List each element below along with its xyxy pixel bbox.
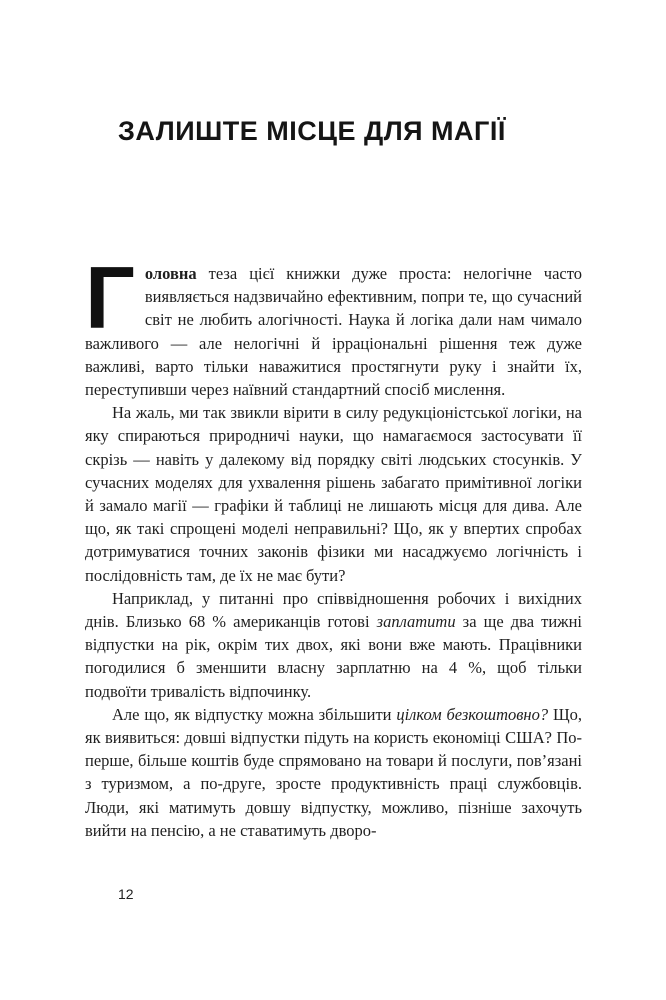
text-segment-italic: цілком безкоштовно? [396, 704, 549, 724]
body-text [85, 248, 582, 842]
paragraph-3 [85, 587, 582, 703]
drop-cap: Г [85, 248, 135, 347]
paragraph-1 [85, 248, 582, 401]
chapter-title: ЗАЛИШТЕ МІСЦЕ ДЛЯ МАГІЇ [118, 116, 506, 146]
text-segment: Але що, як відпустку можна збільшити [112, 704, 397, 724]
text-segment-italic: заплатити [376, 612, 456, 632]
text-segment: теза цієї книжки дуже проста: нелогічне часто виявляється надзвичайно ефективним, попри те, що сучасний світ не любить алогічності. Наука й логіка дали нам чимало важливого — але нелогічні й ірраціональні рішення теж дуже важливі, варто тільки наважитися простягнути руку і знайти їх, переступивши через наївний стандартний спосіб мислення. [85, 264, 582, 400]
paragraph-2 [85, 401, 582, 587]
text-segment: за ще два тижні відпустки на рік, окрім тих двох, які вони вже мають. Працівники погодилися б зменшити власну зарплатню на 4 %, щоб тільки подвоїти тривалість відпочинку. [85, 612, 582, 701]
text-segment: оловна [144, 264, 197, 283]
text-segment: Що, як виявиться: довші відпустки підуть на користь економіці США? По-перше, більше коштів буде спрямовано на товари й послуги, пов’язані з туризмом, а по-друге, зросте продуктивність праці службовців. Люди, які матимуть довшу відпустку, можливо, пізніше захочуть вийти на пенсію, а не ставатимуть дворо- [85, 704, 582, 840]
text-segment: Наприклад, у питанні про співвідношення робочих і вихідних днів. Близько 68 % американців готові [85, 588, 582, 632]
paragraph-4 [85, 703, 582, 842]
page-number: 12 [118, 886, 134, 902]
text-segment: На жаль, ми так звикли вірити в силу редукціоністської логіки, на яку спираються природничі науки, що намагаємося застосувати її скрізь — навіть у далекому від порядку світі людських стосунків. У сучасних моделях для ухвалення рішень забагато примітивної логіки й замало магії — графіки й таблиці не лишають місця для дива. Але що, як такі спрощені моделі неправильні? Що, як у впертих спробах дотримуватися точних законів фізики ми насаджуємо логічність і послідовність там, де їх не має бути? [85, 403, 582, 585]
